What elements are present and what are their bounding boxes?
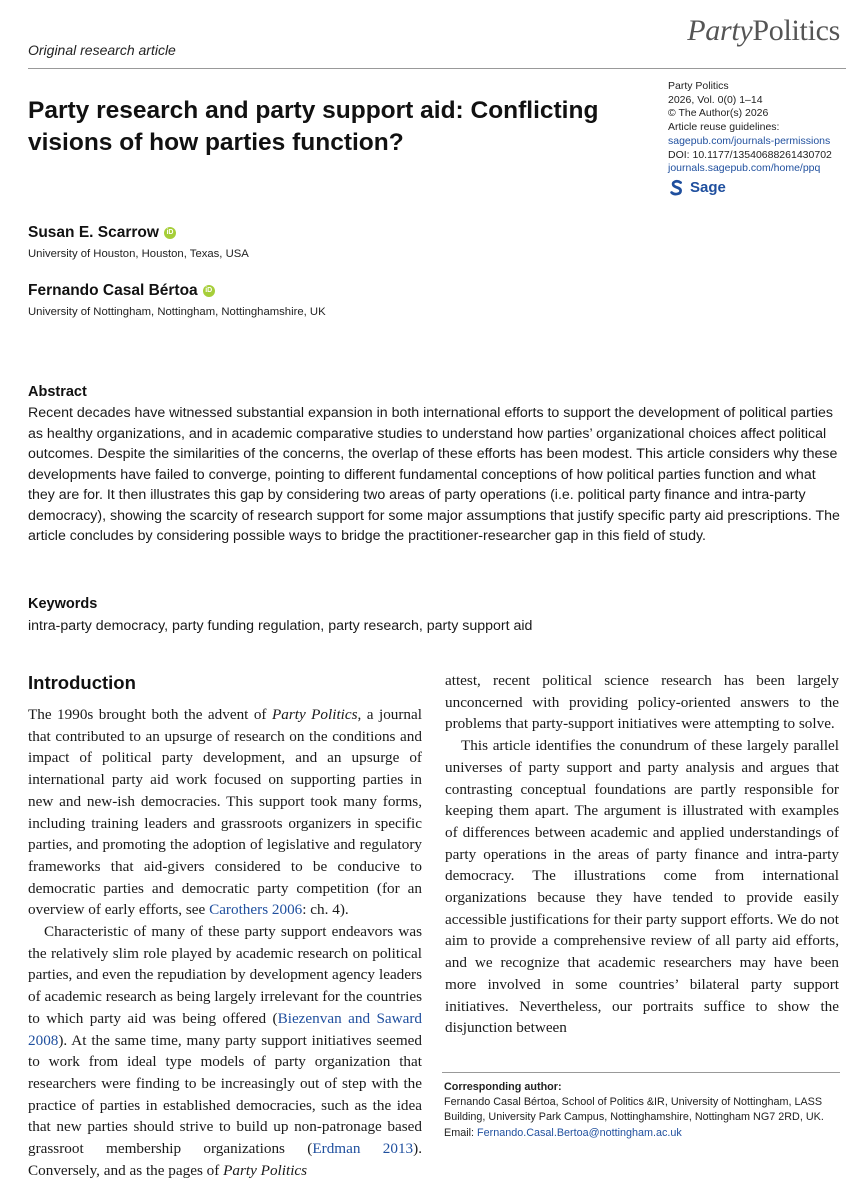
meta-doi[interactable]: DOI: 10.1177/13540688261430702 (668, 148, 832, 161)
citation-link[interactable]: Carothers 2006 (209, 901, 303, 919)
email-link[interactable]: Fernando.Casal.Bertoa@nottingham.ac.uk (477, 1126, 682, 1139)
meta-reuse-label: Article reuse guidelines: (668, 121, 780, 134)
meta-volume: 2026, Vol. 0(0) 1–14 (668, 93, 763, 106)
author-1-affiliation: University of Houston, Houston, Texas, USA (28, 248, 249, 260)
article-title: Party research and party support aid: Conflicting visions of how parties function? (28, 97, 599, 156)
sage-icon (668, 179, 686, 197)
intro-paragraph-2: Characteristic of many of these party support endeavors was the relatively slim role played by academic research on political parties, and even the repudiation by development agency leaders of academic research as being largely irrelevant for the countries to which party aid was being offered (Biezenvan and Saward 2008). At the same time, many party support initiatives seemed to work from ideal type models of party organization that researchers were finding to be increasingly out of step with the practice of parties in established democracies, such as the idea that new parties should strive to build up non-patronage based grassroot membership organizations (Erdman 2013). Conversely, and as the pages of Party Politics (28, 923, 423, 1179)
citation-link[interactable]: Erdman 2013 (312, 1140, 414, 1158)
author-2 (28, 282, 215, 300)
corresponding-rule (442, 1072, 840, 1073)
corresponding-author (444, 1080, 840, 1141)
meta-journal: Party Politics (668, 80, 729, 92)
author-1-name: Susan E. Scarrow (28, 224, 159, 241)
corresponding-email-line: Email: Fernando.Casal.Bertoa@nottingham.ac.uk (444, 1126, 682, 1139)
header-rule (28, 68, 846, 69)
citation-link[interactable]: Biezenvan and Saward 2008 (28, 1009, 422, 1049)
abstract-text: Recent decades have witnessed substantial expansion in both international efforts to support the development of political parties as healthy organizations, and in academic comparative studies to understand how parties’ organizational choices affect political outcomes. Despite the similarities of the concerns, the overlap of these efforts has been modest. This article considers why these developments have failed to converge, pointing to different fundamental conceptions of how political parties function and what they are for. It then illustrates this gap by considering two areas of party operations (i.e. political party finance and intra-party democracy), showing the scarcity of research support for some major assumptions that justify specific party aid prescriptions. The article concludes by considering possible ways to bridge the practitioner-researcher gap in this field of study. (28, 405, 840, 544)
keywords-text: intra-party democracy, party funding regulation, party research, party support aid (28, 618, 533, 634)
intro-paragraph-1: The 1990s brought both the advent of Party Politics, a journal that contributed to an upsurge of research on the conditions and impact of political party development, and an upsurge of international party aid work focused on supporting parties in new and new-ish democracies. This support took many forms, including training leaders and grassroots organizers in specific parties, and promoting the adoption of legislative and regulatory frameworks that aid-givers considered to be conducive to democratic parties and democratic party competition (for an overview of early efforts, see Carothers 2006: ch. 4). (28, 706, 422, 919)
body-right-column (445, 670, 839, 1039)
journal-logo-party: Party (687, 14, 753, 47)
meta-copyright: © The Author(s) 2026 (668, 107, 769, 120)
abstract-heading: Abstract (28, 384, 87, 400)
publisher-logo[interactable] (668, 179, 832, 197)
orcid-icon[interactable]: iD (203, 285, 215, 297)
journal-logo (687, 14, 840, 48)
reuse-link[interactable]: sagepub.com/journals-permissions (668, 134, 831, 147)
author-1 (28, 224, 176, 242)
article-type: Original research article (28, 42, 176, 58)
author-2-name: Fernando Casal Bértoa (28, 282, 198, 299)
intro-paragraph-3: This article identifies the conundrum of these largely parallel universes of party support and party analysis and argues that contrasting conceptual foundations are partly responsible for keeping them apart. The argument is illustrated with examples of differences between academic and applied understandings of party operations in the areas of party finance and intra-party democracy. The illustrations come from international organizations because they have tended to provide easily accessible justifications for their party support efforts. We do not aim to provide a comprehensive review of all party aid efforts, and we recognize that academic researchers may have been more involved in some countries’ bilateral party support initiatives. Nevertheless, our portraits suffice to show the disjunction between (445, 737, 839, 1037)
publisher-name: Sage (690, 179, 726, 197)
corresponding-address: Fernando Casal Bértoa, School of Politics &IR, University of Nottingham, LASS Building, University Park Campus, Nottinghamshire, Nottingham NG7 2RD, UK. (444, 1096, 824, 1124)
journal-home-link[interactable]: journals.sagepub.com/home/ppq (668, 162, 821, 175)
keywords-heading: Keywords (28, 596, 98, 612)
intro-paragraph-2-cont: attest, recent political science research has been largely unconcerned with providing policy-oriented answers to the problems that party-support initiatives were attempting to solve. (445, 672, 839, 733)
corresponding-heading: Corresponding author: (444, 1081, 562, 1093)
body-left-column (28, 704, 422, 1181)
journal-logo-politics: Politics (752, 14, 840, 47)
orcid-icon[interactable]: iD (164, 227, 176, 239)
introduction-heading: Introduction (28, 672, 136, 693)
author-2-affiliation: University of Nottingham, Nottingham, Nottinghamshire, UK (28, 306, 326, 318)
journal-meta (668, 80, 832, 197)
